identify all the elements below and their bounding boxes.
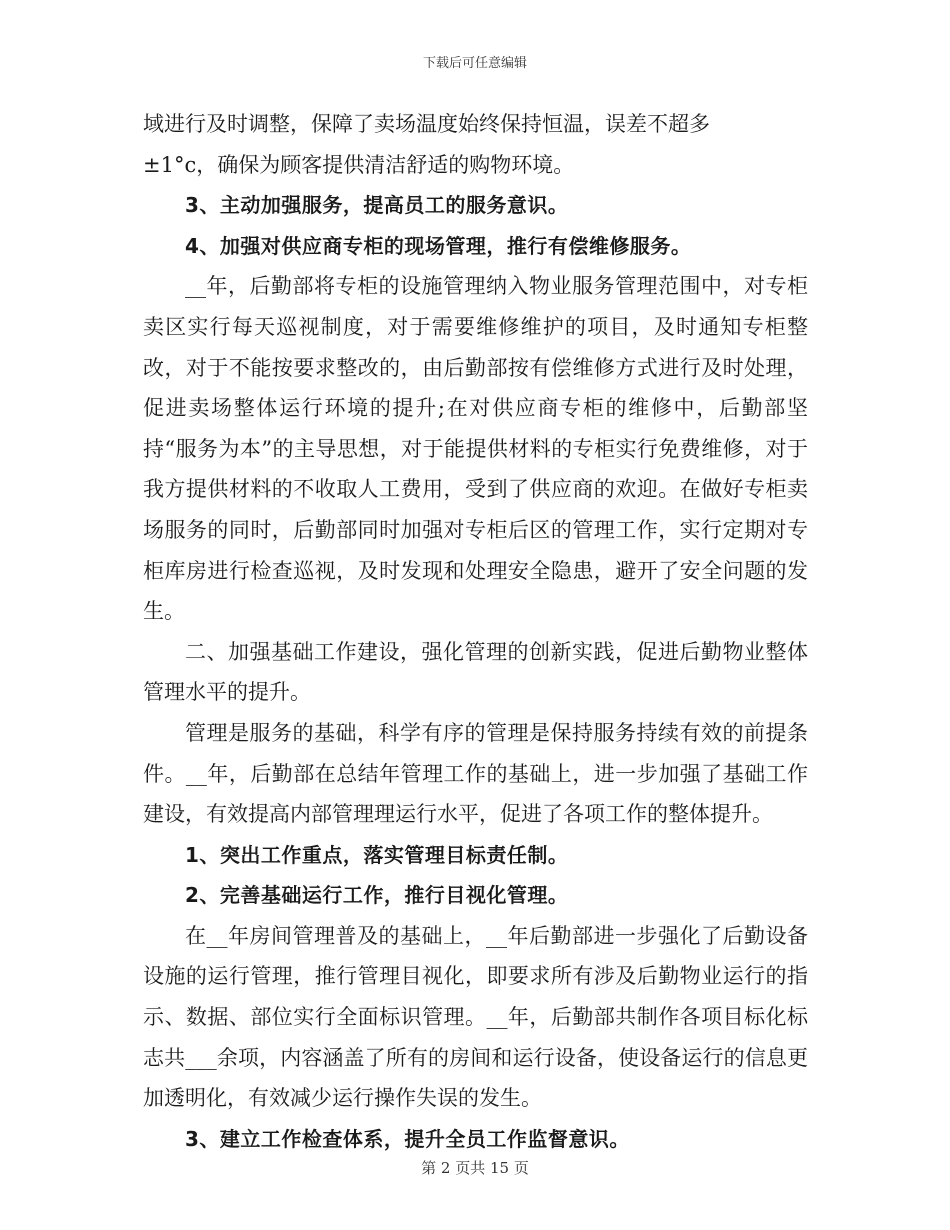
heading-item-2b: 2、完善基础运行工作，推行目视化管理。 <box>185 883 569 908</box>
section-heading-2: 二、加强基础工作建设，强化管理的创新实践，促进后勤物业整体管理水平的提升。 <box>143 639 808 705</box>
heading-item-1b: 1、突出工作重点，落实管理目标责任制。 <box>185 842 569 867</box>
heading-item-3b: 3、建立工作检查体系，提升全员工作监督意识。 <box>185 1126 630 1151</box>
page-header: 下载后可任意编辑 <box>422 56 527 71</box>
continuation-paragraph <box>143 104 808 185</box>
heading-item-3: 3、主动加强服务，提高员工的服务意识。 <box>185 193 569 218</box>
paragraph-visual-management: 在__年房间管理普及的基础上，__年后勤部进一步强化了后勤设备设施的运行管理，推行管理目视化，即要求所有涉及后勤物业运行的指示、数据、部位实行全面标识管理。__年，后勤部共制作各项目标化标志共___余项，内容涵盖了所有的房间和运行设备，使设备运行的信息更加透明化，有效减少运行操作失误的发生。 <box>143 923 808 1111</box>
paragraph-management-basis: 管理是服务的基础，科学有序的管理是保持服务持续有效的前提条件。__年，后勤部在总结年管理工作的基础上，进一步加强了基础工作建设，有效提高内部管理理运行水平，促进了各项工作的整体提升。 <box>143 720 808 827</box>
page-footer: 第 2 页共 15 页 <box>421 1159 529 1177</box>
continuation-line-2: ±1°c，确保为顾客提供清洁舒适的购物环境。 <box>143 152 575 177</box>
heading-item-4: 4、加强对供应商专柜的现场管理，推行有偿维修服务。 <box>185 233 692 258</box>
document-body <box>143 104 808 1159</box>
paragraph-supplier-counter-management: __年，后勤部将专柜的设施管理纳入物业服务管理范围中，对专柜卖区实行每天巡视制度，对于需要维修维护的项目，及时通知专柜整改，对于不能按要求整改的，由后勤部按有偿维修方式进行及时处理，促进卖场整体运行环境的提升;在对供应商专柜的维修中，后勤部坚持“服务为本”的主导思想，对于能提供材料的专柜实行免费维修，对于我方提供材料的不收取人工费用，受到了供应商的欢迎。在做好专柜卖场服务的同时，后勤部同时加强对专柜后区的管理工作，实行定期对专柜库房进行检查巡视，及时发现和处理安全隐患，避开了安全问题的发生。 <box>143 274 808 624</box>
continuation-line-1: 域进行及时调整，保障了卖场温度始终保持恒温，误差不超多 <box>143 112 710 136</box>
